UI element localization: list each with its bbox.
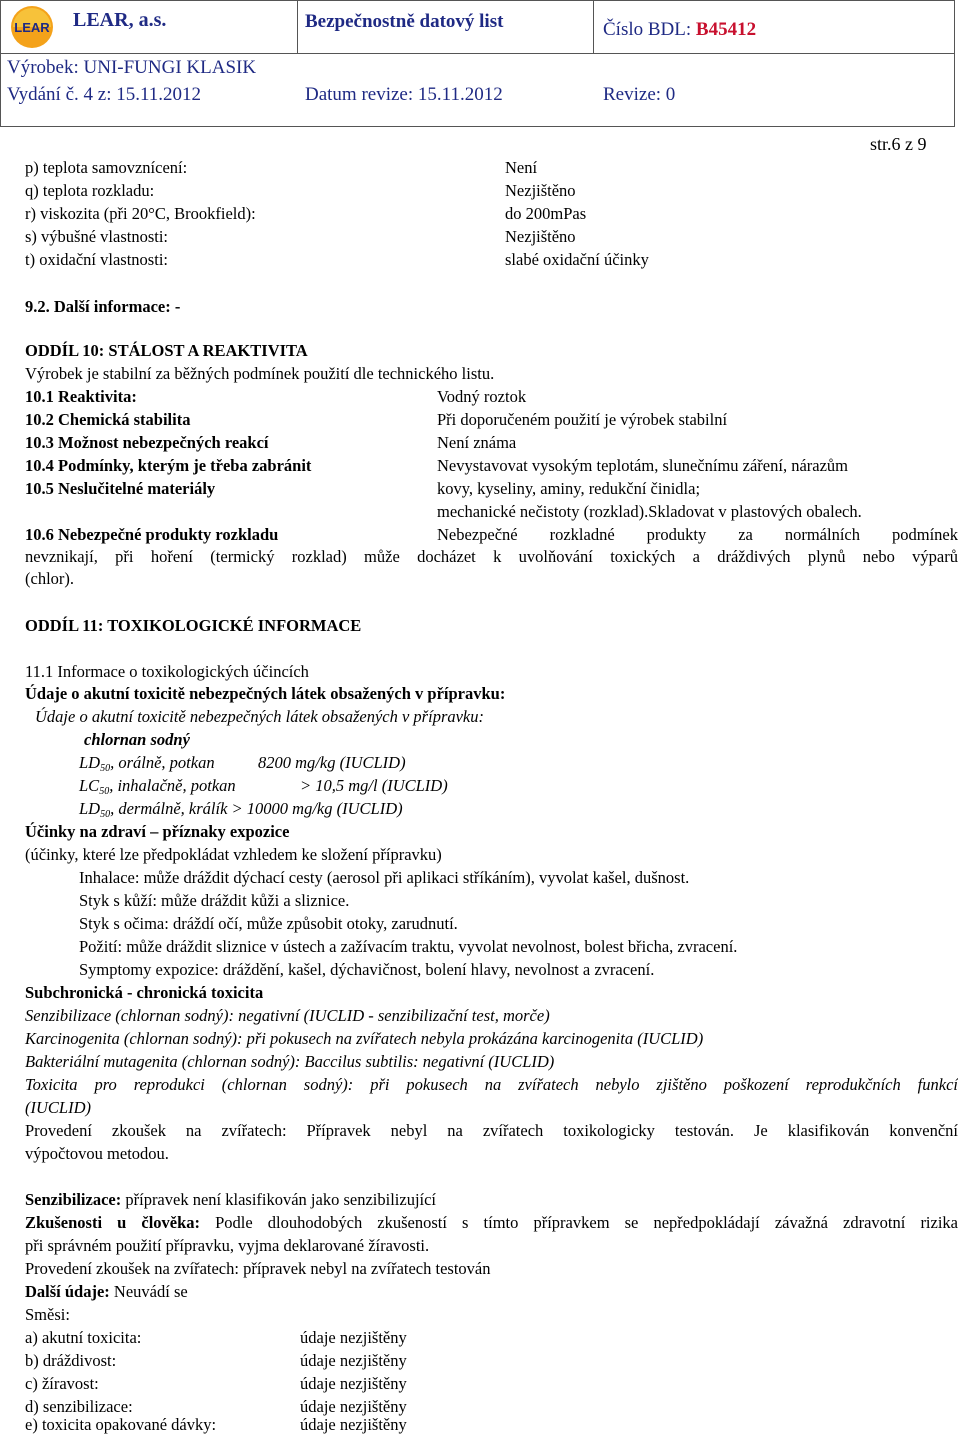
section-row-label: 10.4 Podmínky, kterým je třeba zabránit <box>25 456 312 475</box>
ld-dermal: $LD_{50}$, dermálně, králík > 10000 mg/kg (IUCLID) <box>79 799 403 820</box>
paragraph-line: při správném použití přípravku, vyjma deklarované žíravosti. <box>25 1236 430 1255</box>
section-row-label: 10.3 Možnost nebezpečných reakcí <box>25 433 269 452</box>
italic-line: Toxicita pro reprodukci (chlornan sodný): při pokusech na zvířatech nebylo zjištěno poškození reprodukčních funkcí <box>25 1075 958 1094</box>
property-value: Není <box>505 158 538 177</box>
lc-inhalation-value: > 10,5 mg/l (IUCLID) <box>300 776 448 795</box>
property-value: do 200mPas <box>505 204 587 223</box>
mixture-value: údaje nezjištěny <box>300 1351 407 1370</box>
property-label: r) viskozita (při 20°C, Brookfield): <box>25 204 256 223</box>
mixture-label: b) dráždivost: <box>25 1351 117 1370</box>
section11-heading: ODDÍL 11: TOXIKOLOGICKÉ INFORMACE <box>25 616 362 635</box>
section-row-value: Nebezpečné rozkladné produkty za normálních podmínek <box>437 525 958 544</box>
lc-inhalation: $LC_{50}$, inhalačně, potkan <box>79 776 236 797</box>
paragraph-line: nevznikají, při hoření (termický rozklad) může docházet k uvolňování toxických a dráždivých plynů nebo výparů <box>25 547 958 566</box>
document-title: Bezpečnostně datový list <box>305 11 504 32</box>
section-row-value: Není známa <box>437 433 517 452</box>
paragraph-line: výpočtovou metodou. <box>25 1144 169 1163</box>
italic-line: Senzibilizace (chlornan sodný): negativní (IUCLID - senzibilizační test, morče) <box>25 1006 550 1025</box>
mixture-value: údaje nezjištěny <box>300 1415 407 1434</box>
lear-logo <box>3 4 61 50</box>
other-info-line: Další údaje: Neuvádí se <box>25 1282 188 1301</box>
paragraph-line: (chlor). <box>25 569 75 588</box>
section10-intro: Výrobek je stabilní za běžných podmínek použití dle technického listu. <box>25 364 495 383</box>
health-effect-item: Symptomy expozice: dráždění, kašel, dýchavičnost, bolení hlavy, nevolnost a zvracení. <box>79 960 655 979</box>
substance-name: chlornan sodný <box>84 730 190 749</box>
mixture-value: údaje nezjištěny <box>300 1397 407 1416</box>
section11-subheading: 11.1 Informace o toxikologických účincích <box>25 662 309 681</box>
health-effect-item: Styk s kůží: může dráždit kůži a sliznice. <box>79 891 350 910</box>
document-header <box>0 0 955 127</box>
mixture-value: údaje nezjištěny <box>300 1328 407 1347</box>
issue-number: Vydání č. 4 z: 15.11.2012 <box>7 84 202 105</box>
revision-date: Datum revize: 15.11.2012 <box>305 84 503 105</box>
section-row-label: 10.2 Chemická stabilita <box>25 410 191 429</box>
section-row-value: Nevystavovat vysokým teplotám, slunečnímu záření, nárazům <box>437 456 849 475</box>
logo-text: LEAR <box>14 20 50 35</box>
ld-oral: $LD_{50}$, orálně, potkan <box>79 753 215 774</box>
italic-line: (IUCLID) <box>25 1098 91 1117</box>
human-experience-line: Zkušenosti u člověka: Podle dlouhodobých zkušeností s tímto přípravkem se nepředpokládají závažná zdravotní rizika <box>25 1213 958 1232</box>
health-effect-item: Styk s očima: dráždí očí, může způsobit otoky, zarudnutí. <box>79 914 458 933</box>
product-name: Výrobek: UNI-FUNGI KLASIK <box>7 57 257 78</box>
section-row-value: Vodný roztok <box>437 387 527 406</box>
property-value: slabé oxidační účinky <box>505 250 649 269</box>
property-value: Nezjištěno <box>505 181 576 200</box>
mixture-label: c) žíravost: <box>25 1374 99 1393</box>
mixtures-label: Směsi: <box>25 1305 70 1324</box>
section-row-value: kovy, kyseliny, aminy, redukční činidla; <box>437 479 701 498</box>
sensitization-line: Senzibilizace: přípravek není klasifikován jako senzibilizující <box>25 1190 437 1209</box>
property-label: s) výbušné vlastnosti: <box>25 227 168 246</box>
page-number: str.6 z 9 <box>870 134 927 154</box>
section10-heading: ODDÍL 10: STÁLOST A REAKTIVITA <box>25 341 308 360</box>
bdl-number: B45412 <box>695 19 757 40</box>
property-value: Nezjištěno <box>505 227 576 246</box>
mixture-value: údaje nezjištěny <box>300 1374 407 1393</box>
health-effect-item: Inhalace: může dráždit dýchací cesty (aerosol při aplikaci stříkáním), vyvolat kašel, dušnost. <box>79 868 690 887</box>
acute-toxicity-heading: Údaje o akutní toxicitě nebezpečných látek obsažených v přípravku: <box>25 684 506 703</box>
paragraph-line: Provedení zkoušek na zvířatech: Přípravek nebyl na zvířatech toxikologicky testován. Je klasifikován konvenční <box>25 1121 958 1140</box>
property-label: q) teplota rozkladu: <box>25 181 155 200</box>
health-effect-item: Požití: může dráždit sliznice v ústech a zažívacím traktu, vyvolat nevolnost, bolest břicha, zvracení. <box>79 937 738 956</box>
health-effects-heading: Účinky na zdraví – příznaky expozice <box>25 822 290 841</box>
ld-oral-value: 8200 mg/kg (IUCLID) <box>258 753 406 772</box>
section-row-value-continued: mechanické nečistoty (rozklad).Skladovat v plastových obalech. <box>437 502 862 521</box>
property-label: p) teplota samovznícení: <box>25 158 188 177</box>
section-row-label: 10.6 Nebezpečné produkty rozkladu <box>25 525 279 544</box>
acute-toxicity-heading-italic: Údaje o akutní toxicitě nebezpečných látek obsažených v přípravku: <box>35 707 485 726</box>
property-label: t) oxidační vlastnosti: <box>25 250 168 269</box>
company-name: LEAR, a.s. <box>73 9 167 31</box>
health-effects-note: (účinky, které lze předpokládat vzhledem ke složení přípravku) <box>25 845 442 864</box>
section-row-label: 10.1 Reaktivita: <box>25 387 137 406</box>
subchronic-heading: Subchronická - chronická toxicita <box>25 983 264 1002</box>
mixture-label: a) akutní toxicita: <box>25 1328 142 1347</box>
italic-line: Karcinogenita (chlornan sodný): při pokusech na zvířatech nebyla prokázána karcinogenita (IUCLID) <box>25 1029 704 1048</box>
mixture-label: e) toxicita opakované dávky: <box>25 1415 217 1434</box>
bdl-label: Číslo BDL: B45412 <box>603 19 757 40</box>
paragraph-line: Provedení zkoušek na zvířatech: přípravek nebyl na zvířatech testován <box>25 1259 491 1278</box>
section-row-value: Při doporučeném použití je výrobek stabilní <box>437 410 728 429</box>
revision-number: Revize: 0 <box>603 84 676 105</box>
further-info: 9.2. Další informace: - <box>25 297 181 316</box>
section-row-label: 10.5 Neslučitelné materiály <box>25 479 216 498</box>
mixture-label: d) senzibilizace: <box>25 1397 133 1416</box>
italic-line: Bakteriální mutagenita (chlornan sodný): Baccilus subtilis: negativní (IUCLID) <box>25 1052 555 1071</box>
